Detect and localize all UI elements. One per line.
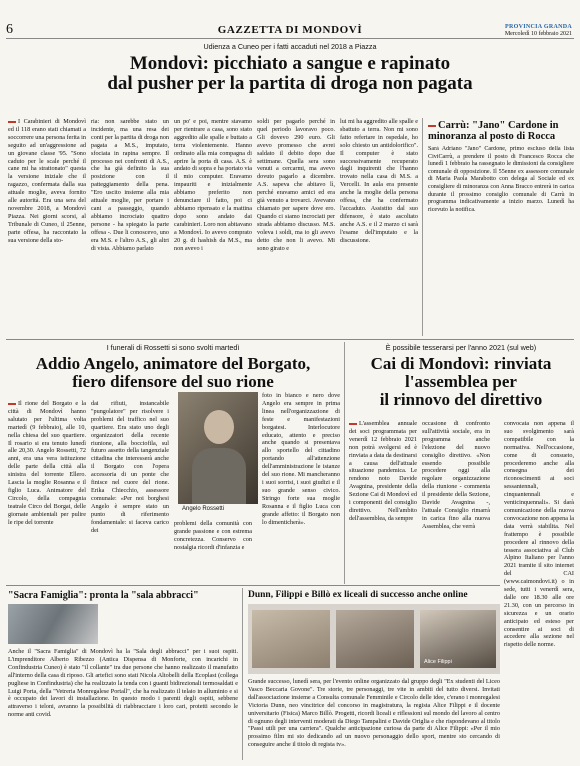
- story1-col5: lui mi ha aggredito alle spalle e sbattuto a terra. Non mi sono fatto refertare in ospedale, ho solo chiesto un antidolorifico". Il computer è stato successivamente recuperato dagli inquirenti che l'hanno trovato nella casa di M.S. a Vercelli. In aula era presente anche la moglie della persona offesa, che ha confermato l'accaduto. Assistito dal suo difensore, è stato ascoltato anche A.S. e il 2 marzo ci sarà l'esame dell'imputato e la discussione.: [340, 118, 418, 244]
- story3-kicker: È possibile tesserarsi per l'anno 2021 (sul web): [385, 343, 537, 352]
- column-divider: [242, 588, 243, 760]
- story3-headline-line3: il rinnovo del direttivo: [379, 389, 543, 409]
- sidebar-box: [428, 120, 574, 316]
- story1-col1: [8, 118, 86, 338]
- story4-body: Anche il "Sacra Famiglia" di Mondovì ha la "Sala degli abbracci" per i suoi ospiti. L'imprenditore Alberto Ribezzo (Antica Dispensa di Monforte, con incarichi in Confindustria Cuneo) è stato "il collante" tra due persone che hanno realizzato il manufatto all'interno della casa di riposo. Gli artefici sono stati Nicola Altobelli della Ecoplast (collega pugliese in Confindustria) che ha realizzato la tenda con i guanti bidirezionali termosaldati e Luigi Porta, della "Vetreria Monregalese Portall", che ha realizzato il telaio in alluminio e si è occupato dei lavori di installazione. In questo modo i parenti degli ospiti, sebbene attraverso i teloni, avranno la possibilità di riabbracciare i loro cari, protetti secondo le norme anti covid.: [8, 648, 238, 719]
- masthead: GAZZETTA DI MONDOVÌ: [217, 24, 363, 36]
- shoulders-shape: [192, 448, 246, 504]
- story1-col1-text: I Carabinieri di Mondovì ed il 118 erano stati chiamati a soccorrere una persona ferita in seguito ad un'aggressione ad un giovane classe '95. "Sono caduto per le scale perché il cane mi ha strattonato" questa la versione iniziale che il ragazzo, confermata dalla sua attuale moglie, aveva fornito alle autorità. Era una sera del novembre 2018, a Mondovì Piazza. Nei giorni scorsi, al Tribunale di Cuneo, il 25enne, parte offesa, ha raccontato la sua versione della sto-: [8, 118, 86, 244]
- bullet-icon: [8, 121, 16, 123]
- story2-col1: [8, 400, 86, 582]
- issue-date: Mercoledì 10 febbraio 2021: [504, 31, 572, 37]
- sidebar-title-text: Carrù: "Jano" Cardone in minoranza al posto di Rocca: [428, 120, 559, 142]
- header-rule: [6, 38, 574, 39]
- story3-headline-line2: l'assemblea per: [405, 371, 517, 391]
- story2-headline: [8, 355, 338, 391]
- participant-tile: [336, 610, 414, 668]
- story1-kicker: Udienza a Cuneo per i fatti accaduti nel 2018 a Piazza: [203, 42, 377, 51]
- participant-tile: [420, 610, 496, 668]
- story2-headline-line1: Addio Angelo, animatore del Borgato,: [35, 354, 311, 373]
- bullet-icon: [428, 125, 436, 127]
- story2-headline-line2: fiero difensore del suo rione: [72, 371, 274, 391]
- story3-headline: [348, 355, 574, 409]
- sala-abbracci-photo: [8, 604, 98, 644]
- portrait-photo: [178, 392, 258, 504]
- story2-col3: problemi della comunità con grande passione e con estrema concretezza. Conservo con nostalgia ricordi d'infanzia e: [174, 520, 252, 551]
- story2-col1-text: Il rione del Borgato e la città di Mondovì hanno salutato per l'ultima volta martedì (9 febbraio), alle 10, nella chiesa del suo quartiere. Il rosario si era tenuto lunedì alle 20,30. Angelo Rossetti, 72 anni, era una vera istituzione delle parte della città alla sinistra del torrente Ellero. Lascia la moglie Rosanna e il figlio Luca. Animatore del Circolo, della compagnia teatrale Circo del Borgat, delle giornate ambientali per pulire le ripe del torrente: [8, 400, 86, 526]
- story4-title: "Sacra Famiglia": pronta la "sala abbracci": [8, 590, 199, 601]
- story5-title: Dunn, Filippi e Billò ex liceali di successo anche online: [248, 590, 468, 600]
- story1-headline: [0, 54, 580, 94]
- story2-kicker: I funerali di Rossetti si sono svolti martedì: [106, 343, 240, 352]
- sidebar-title: [428, 120, 574, 142]
- story1-col3: un po' e poi, mentre stavamo per rientrare a casa, sono stato aggredito alle spalle e buttato a terra violentemente. Hanno ordinato alla mia compagna di aprire la porta di casa. A.S. è andato di sopra e ha portato via il mio computer. Eravamo impauriti e inizialmente abbiamo preferito non denunciare il fatto, poi ci abbiamo ripensato e la mattina dopo sono andato dai carabinieri. Loro non abitavano a Mondovì. Io avevo comprato 20 g. di hashish da M.S., ma non avevo i: [174, 118, 252, 252]
- story3-col2: occasione di confronto sull'attività sociale, era in programma anche l'elezione del nuovo consiglio direttivo. «Non essendo possibile procedere oggi alla regolare organizzazione della riunione - commenta il presidente della Sezione, Davide Avagnina -, l'attuale Consiglio rimarrà in carica fino alla nuova Assemblea, che verrà: [422, 420, 490, 530]
- bullet-icon: [349, 423, 357, 425]
- story2-col4: foto in bianco e nero dove Angelo era sempre in prima linea nell'organizzazione di feste e manifestazioni borgatesi. Interlocutore educato, attento e preciso anche quando si presentava allo sportello del cittadino portando all'attenzione dell'amministrazione le istanze del suo rione. Mi mancheranno i suoi sorrisi, i suoi giudizi e il suo grande senso civico. Stringo forte sua moglie Rosanna e il figlio Luca con grande affetto: il Borgato non lo dimenticherà».: [262, 392, 340, 526]
- story3-col1-text: L'assemblea annuale dei soci programmata per venerdì 12 febbraio 2021 non potrà svolgersi ed è rinviata a data da destinarsi a causa dell'attuale situazione pandemica. Le rendono noto Davide Avagnina, presidente della Sezione Cai di Mondovì ed i componenti del consiglio direttivo. Nell'ambito dell'assemblea, da sempre: [349, 420, 417, 522]
- story1-headline-line1: Mondovì: picchiato a sangue e rapinato: [129, 53, 451, 74]
- participant-tile: [252, 610, 330, 668]
- bullet-icon: [8, 403, 16, 405]
- participant-name-label: Alice Filippi: [424, 659, 452, 665]
- column-divider: [344, 342, 345, 584]
- publication-info: [505, 24, 572, 38]
- sidebar-divider: [422, 118, 423, 336]
- lower-rule: [6, 585, 500, 586]
- story1-col4: soldi per pagarlo perché in quel periodo lavoravo poco. Gli dovevo 290 euro. Gli avevo promesso che avrei saldato il debito dopo due settimane. Quella sera sono venuti a cercarmi, ma avevo dovuto pagarlo a dicembre. A.S. sapeva che abitavo lì, perché eravamo amici ed era già venuto a trovarci. Avevano chiamato per sapere dove ero. Quando ci siamo incrociati per strada abbiamo discusso. M.S. voleva i soldi, ma io gli avevo detto che non li avevo. Mi sono girato e: [257, 118, 335, 252]
- section-rule: [6, 339, 574, 340]
- story1-headline-line2: dal pusher per la partita di droga non pagata: [107, 72, 473, 94]
- page-number: 6: [6, 22, 13, 37]
- sidebar-body: Sarà Adriano "Jano" Cardone, primo escluso della lista CiviCarrù, a prendere il posto di Francesco Rocca che lunedì 1 febbraio ha rassegnato le dimissioni da consigliere comunale di opposizione. Il 55enne ex assessore comunale di Maria Paola Marabotto con delega al Sociale ed ex consigliere di minoranza con Anna Bracco entrerà in carica durante il prossimo consiglio comunale di Carrù in programma indicativamente a inizio marzo. Lunedì ha ricevuto la notifica.: [428, 146, 574, 213]
- photo-caption: Angelo Rossetti: [182, 506, 225, 512]
- story3-col1: [349, 420, 417, 582]
- face-shape: [204, 410, 234, 444]
- story2-col2: dai rifiuti, instancabile "pungolatore" per risolvere i problemi del traffico nel suo quartiere. Era stato uno degli organizzatori della recente riunione, alla bocciofila, sul futuro assetto della tangenziale cittadina che interesserà anche il Borgato con l'opera accessoria di un ponte che finisce nel cuore del rione. Erika Chiecchio, assessore comunale: «Per noi borghesi Angelo è sempre stato un punto di riferimento fondamentale: si faceva carico dei: [91, 400, 169, 534]
- story1-col2: ria: non sarebbe stato un incidente, ma una resa dei conti per la partita di droga non pagata a M.S., imputato, sfociata in rapina sempre. Il processo nei confronti di A.S., che ha già definito la sua posizione con il patteggiamento della pena. "Ero uscito insieme alla mia attuale moglie, per portare i cani a passeggio, quando abbiamo incrociato quattro persone - ha spiegato la parte offesa -. Due li conoscevo, uno era M.S. e l'altro A.S., gli altri di vista. Abbiamo parlato: [91, 118, 169, 252]
- story5-body: Grande successo, lunedì sera, per l'evento online organizzato dal gruppo degli "Ex studenti del Liceo Vasco Beccaria Govone". Tre storie, tre personaggi, tre vite in ambiti del tutto diversi. Invitati dall'associazione insieme a Consulta comunale Femminile e Circolo delle idee, c'erano i monregalesi Victoria Dunn, neo vincitrice del concorso in magistratura, la regista Alice Filippi e il docente universitario (Fisica) Marco Billò. Progetti, ricordi liceali e riflessioni sul mondo del lavoro al centro di ognuno degli interventi moderati da Diego Tampalini e Davide Origlia e che rispondevano al titolo "Passi utili per una carriera". Qualche anticipazione curiosa da parte di Alice Filippi: «Per il mio prossimo film mi sto dedicando ad un nuovo personaggio dello sport, mentre sto cercando di conseguire anche il titolo di regista tv».: [248, 678, 500, 749]
- brand-label: PROVINCIA GRANDA: [505, 24, 572, 30]
- story3-headline-line1: Cai di Mondovì: rinviata: [370, 354, 552, 373]
- video-call-screenshot: [248, 604, 500, 674]
- story3-col3: convocata non appena il suo svolgimento sarà compatibile con la normativa. Nell'occasione, come di consueto, procederemo anche alla consegna dei riconoscimenti ai soci sessantennali, cinquantennali e venticinquennali». Si darà comunicazione della nuova convocazione non appena la data verrà stabilita. Nel frattempo è possibile procedere al rinnovo della tessera associativa al Club Alpino Italiano per l'anno 2021 tramite il sito internet del CAI (www.caimondovi.it) o in sede, tutti i venerdì sera, dalle ore 18.30 alle ore 21.30, con un percorso in sicurezza e un orario anticipato ed esteso per consentire ai soci di accedere alla sezione nel rispetto delle norme.: [504, 420, 574, 649]
